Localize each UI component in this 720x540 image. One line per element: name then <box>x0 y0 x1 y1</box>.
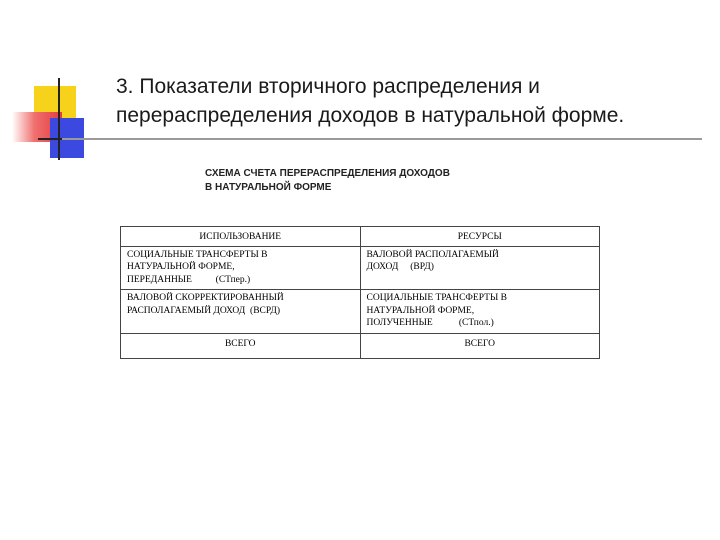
table-cell-resources <box>360 290 600 334</box>
decor-vertical-line <box>58 78 60 160</box>
header-uses: ИСПОЛЬЗОВАНИЕ <box>121 227 361 247</box>
table-cell-uses <box>121 290 361 334</box>
schema-heading-line: В НАТУРАЛЬНОЙ ФОРМЕ <box>205 182 332 193</box>
cell-line: СОЦИАЛЬНЫЕ ТРАНСФЕРТЫ В <box>366 293 507 303</box>
slide-title-line: перераспределения доходов в натуральной форме. <box>116 104 625 127</box>
cell-line: ПЕРЕДАННЫЕ (СТпер.) <box>127 274 251 285</box>
slide-title-line: 3. Показатели вторичного распределения и <box>116 75 540 98</box>
cell-line: ВАЛОВОЙ РАСПОЛАГАЕМЫЙ <box>366 249 499 260</box>
account-table <box>120 226 600 359</box>
header-resources: РЕСУРСЫ <box>360 227 600 247</box>
total-uses: ВСЕГО <box>121 333 361 359</box>
cell-line: НАТУРАЛЬНОЙ ФОРМЕ, <box>366 305 475 316</box>
cell-line: ВАЛОВОЙ СКОРРЕКТИРОВАННЫЙ <box>127 293 284 303</box>
total-resources: ВСЕГО <box>360 333 600 359</box>
table-row <box>121 290 600 334</box>
cell-line: РАСПОЛАГАЕМЫЙ ДОХОД (ВСРД) <box>127 305 281 316</box>
table-total-row <box>121 333 600 359</box>
slide-title <box>116 72 706 130</box>
table-cell-resources <box>360 246 600 290</box>
schema-heading-line: СХЕМА СЧЕТА ПЕРЕРАСПРЕДЕЛЕНИЯ ДОХОДОВ <box>205 168 450 179</box>
table-row <box>121 246 600 290</box>
cell-line: НАТУРАЛЬНОЙ ФОРМЕ, <box>127 262 235 272</box>
cell-line: ДОХОД (ВРД) <box>366 262 434 272</box>
cell-line: ПОЛУЧЕННЫЕ (СТпол.) <box>366 318 494 328</box>
title-underline <box>62 138 702 140</box>
cell-line: СОЦИАЛЬНЫЕ ТРАНСФЕРТЫ В <box>127 249 268 260</box>
table-cell-uses <box>121 246 361 290</box>
schema-heading <box>205 167 525 195</box>
table-header-row <box>121 227 600 247</box>
